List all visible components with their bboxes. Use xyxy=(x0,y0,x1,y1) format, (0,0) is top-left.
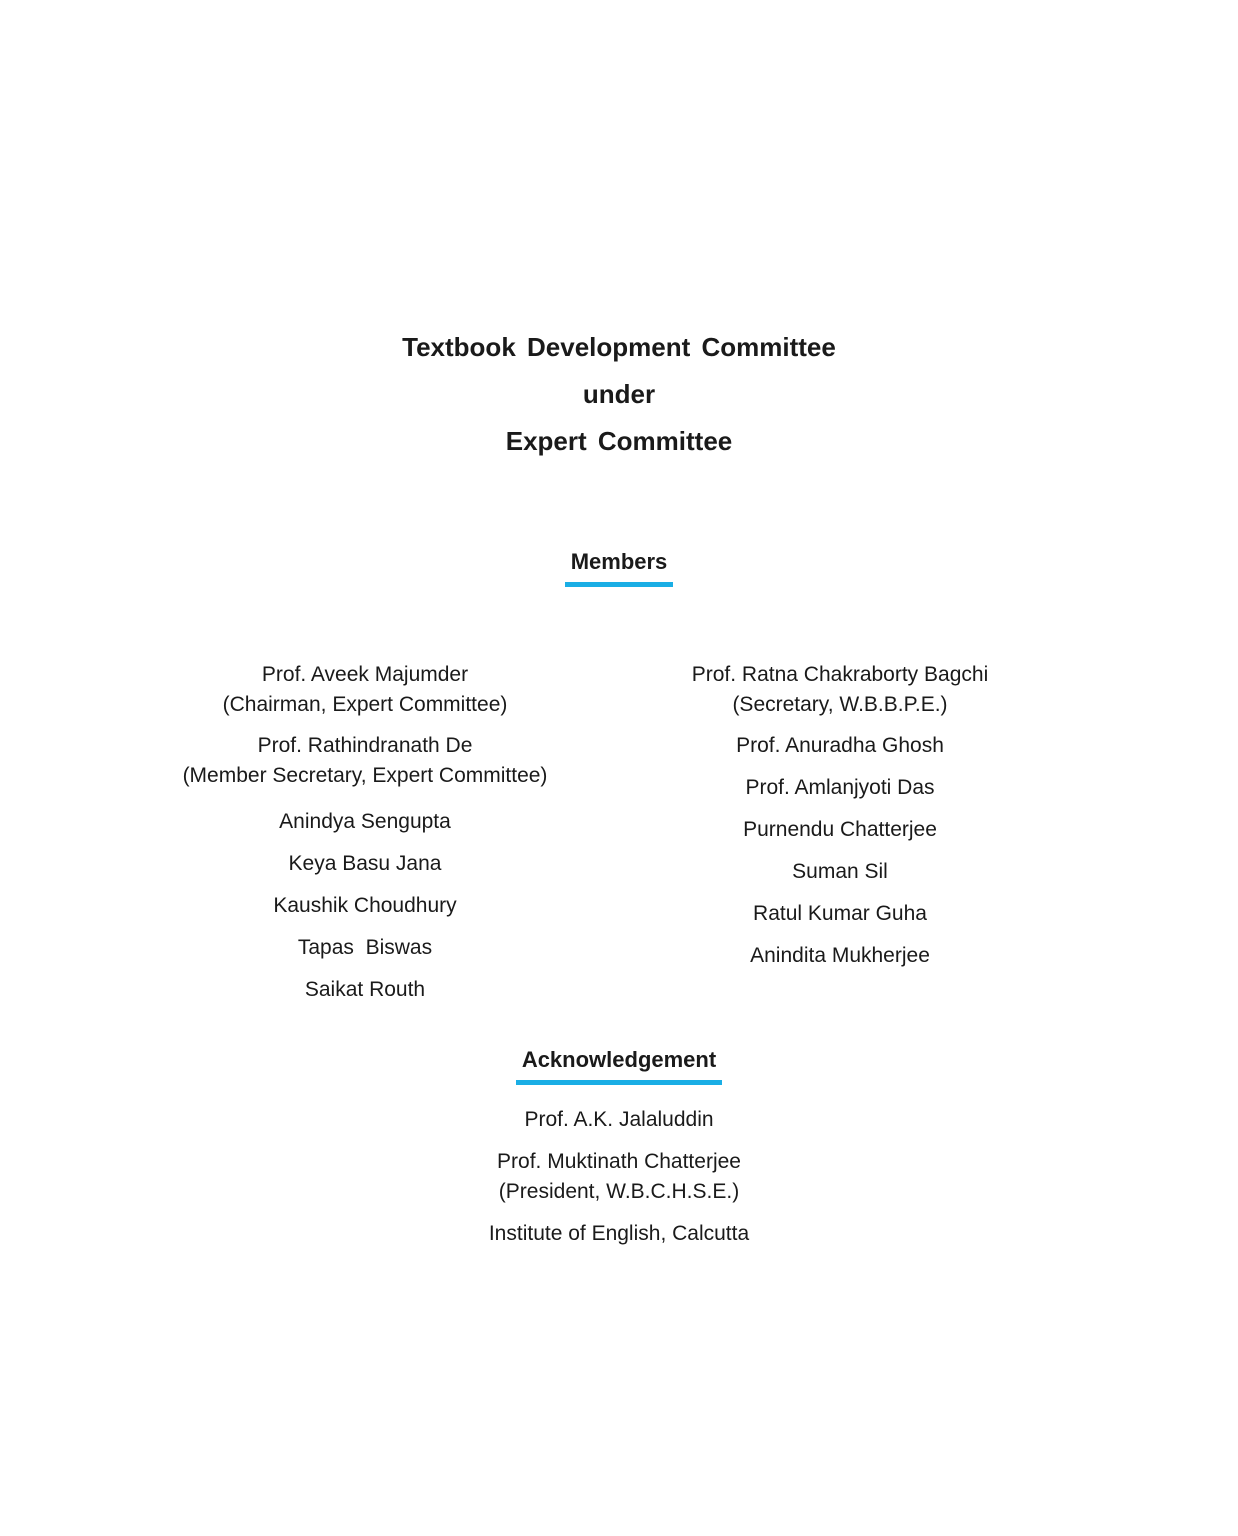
member-entry xyxy=(150,975,580,1005)
member-name: Purnendu Chatterjee xyxy=(743,818,937,841)
member-entry xyxy=(150,660,580,720)
title-line-3: Expert Committee xyxy=(505,426,733,456)
acknowledgement-name: Institute of English, Calcutta xyxy=(488,1222,750,1245)
member-entry xyxy=(150,849,580,879)
member-entry xyxy=(150,933,580,963)
acknowledgement-role: (President, W.B.C.H.S.E.) xyxy=(498,1180,740,1203)
acknowledgement-item xyxy=(0,1147,1238,1207)
members-heading-text: Members xyxy=(565,548,674,587)
title-line-2: under xyxy=(582,379,656,409)
member-role: (Member Secretary, Expert Committee) xyxy=(182,764,548,787)
acknowledgement-name: Prof. Muktinath Chatterjee xyxy=(497,1150,741,1173)
member-entry xyxy=(630,815,1050,845)
member-name: Ratul Kumar Guha xyxy=(753,902,927,925)
member-name: Prof. Rathindranath De xyxy=(257,734,473,757)
member-entry xyxy=(630,773,1050,803)
member-role: (Secretary, W.B.B.P.E.) xyxy=(732,693,948,716)
member-name: Prof. Ratna Chakraborty Bagchi xyxy=(691,663,989,686)
title-line-1: Textbook Development Committee xyxy=(402,332,836,362)
member-name: Tapas Biswas xyxy=(297,936,433,959)
member-entry xyxy=(150,731,580,791)
member-name: Prof. Anuradha Ghosh xyxy=(736,734,944,757)
acknowledgement-item xyxy=(0,1105,1238,1135)
member-entry xyxy=(630,941,1050,971)
members-heading xyxy=(0,548,1238,587)
member-name: Saikat Routh xyxy=(304,978,426,1001)
member-name: Prof. Amlanjyoti Das xyxy=(745,776,935,799)
member-entry xyxy=(630,857,1050,887)
acknowledgement-list xyxy=(0,1105,1238,1249)
member-entry xyxy=(630,899,1050,929)
member-name: Anindita Mukherjee xyxy=(750,944,930,967)
member-name: Keya Basu Jana xyxy=(288,852,442,875)
member-name: Suman Sil xyxy=(792,860,888,883)
member-entry xyxy=(630,731,1050,761)
member-role: (Chairman, Expert Committee) xyxy=(222,693,508,716)
member-name: Prof. Aveek Majumder xyxy=(261,663,469,686)
member-entry xyxy=(150,807,580,837)
member-entry xyxy=(630,660,1050,720)
member-name: Kaushik Choudhury xyxy=(273,894,457,917)
acknowledgement-item xyxy=(0,1219,1238,1249)
acknowledgement-name: Prof. A.K. Jalaluddin xyxy=(524,1108,714,1131)
acknowledgement-heading-text: Acknowledgement xyxy=(516,1046,722,1085)
member-name: Anindya Sengupta xyxy=(279,810,451,833)
member-entry xyxy=(150,891,580,921)
acknowledgement-heading xyxy=(0,1046,1238,1085)
members-right-column xyxy=(630,660,1050,971)
page-title xyxy=(0,324,1238,465)
members-left-column xyxy=(150,660,580,1005)
